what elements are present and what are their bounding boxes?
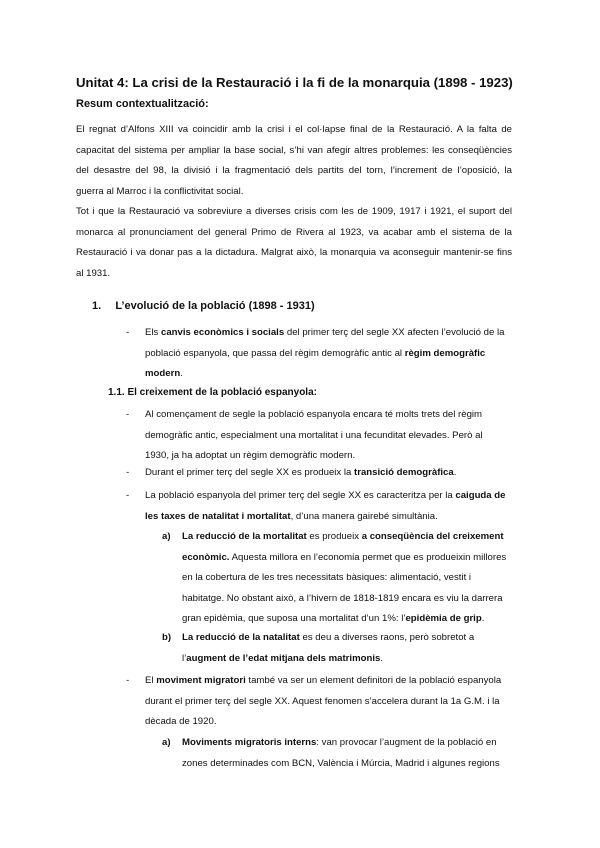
text-line: habitatge. No obstant això, a l’hivern de 1818-1819 encara es viu la darrera <box>182 592 503 604</box>
text-line: en la cobertura de les tres necessitats bàsiques: alimentació, vestit i <box>182 572 472 583</box>
text-line: dècada de 1920. <box>145 716 217 727</box>
bold-run: règim demogràfic <box>404 347 486 359</box>
sub-item-a2 <box>182 733 512 774</box>
text-run: població espanyola, que passa del règim demogràfic antic al <box>145 347 405 359</box>
text-run: La població espanyola del primer terç del segle XX es caracteritza per la <box>145 490 456 501</box>
text-run: es deu a diverses raons, però sobretot a <box>299 632 475 643</box>
text-line: durant el primer terç del segle XX. Aquest fenomen s’accelera durant la 1a G.M. i la <box>145 695 500 707</box>
bullet-3 <box>145 486 511 527</box>
intro-p2-line: al 1931. <box>76 267 111 279</box>
intro-p2-line: monarca al pronunciament del general Primo de Rivera al 1923, va acabar amb el sistema de la <box>76 226 512 238</box>
intro-p2-line: Tot i que la Restauració va sobreviure a diverses crisis com les de 1909, 1917 i 1921, el suport del <box>76 206 512 217</box>
text-run: . <box>180 368 183 379</box>
intro-p1-line: guerra al Marroc i la conflictivitat social. <box>76 185 244 197</box>
bullet-dash: - <box>126 409 130 420</box>
sub-marker-a: a) <box>162 531 171 542</box>
text-run: també va ser un element definitori de la població espanyola <box>245 675 502 686</box>
sub-item-a <box>182 527 512 630</box>
bullet-dash: - <box>126 467 130 478</box>
text-run: . <box>481 613 485 624</box>
text-run: Aquesta millora en l’economia permet que es produeixin millores <box>229 551 507 563</box>
text-run: . <box>453 467 457 478</box>
section-1-number: 1. <box>92 300 102 312</box>
intro-p1-line: del desastre del 98, la divisió i la fragmentació dels partits del torn, l’increment de l’oposició, la <box>76 165 512 176</box>
text-run: Els <box>145 327 161 338</box>
bullet-1 <box>145 405 511 467</box>
section-1-title: L’evolució de la població (1898 - 1931) <box>115 300 315 312</box>
bold-run: les taxes de natalitat i mortalitat <box>145 510 291 522</box>
text-run: Durant el primer terç del segle XX es produeix la <box>145 467 355 478</box>
bold-run: modern <box>145 368 181 379</box>
bold-run: transició demogràfica <box>354 467 454 478</box>
sub-item-b <box>182 628 512 669</box>
intro-p1-line: El regnat d’Alfons XIII va coincidir amb la crisi i el col·lapse final de la Restauració. A la falta de <box>76 124 512 135</box>
section-1-1-heading: 1.1. El creixement de la població espanyola: <box>108 387 317 398</box>
bold-run: Moviments migratoris interns <box>182 737 317 748</box>
text-line: 1930, ja ha adoptat un règim demogràfic modern. <box>145 450 356 461</box>
section-1-bullet <box>145 323 511 385</box>
text-line: zones determinades com BCN, València i Múrcia, Madrid i algunes regions <box>182 757 500 769</box>
bold-run: La reducció de la mortalitat <box>182 531 307 542</box>
text-run: El <box>145 675 157 686</box>
text-run: es produeix <box>306 531 362 542</box>
bold-run: econòmic. <box>182 551 230 563</box>
text-run: . <box>380 652 383 664</box>
bullet-dash: - <box>126 490 130 501</box>
bold-run: epidèmia de grip <box>405 613 482 624</box>
intro-p2-line: Restauració i va donar pas a la dictadura. Malgrat això, la monarquia va aconseguir mantenir-se fins <box>76 247 512 258</box>
sub-marker-a2: a) <box>162 737 171 748</box>
intro-p1-line: capacitat del sistema per ampliar la base social, s’hi van afegir altres problemes: les conseqüències <box>76 144 512 156</box>
bullet-4 <box>145 671 511 733</box>
bold-run: canvis econòmics i socials <box>161 327 285 338</box>
text-run: gran epidèmia, que suposa una mortalitat d’un 1%: l’ <box>182 613 406 624</box>
section-1-heading <box>92 300 315 312</box>
bullet-dash: - <box>126 675 130 686</box>
bold-run: La reducció de la natalitat <box>182 632 300 643</box>
text-run: : van provocar l’augment de la població en <box>316 737 497 748</box>
text-line: Al començament de segle la població espanyola encara té molts trets del règim <box>145 409 483 420</box>
bold-run: caiguda de <box>455 490 506 501</box>
bold-run: a conseqüència del creixement <box>361 531 504 542</box>
sub-marker-b: b) <box>162 632 172 643</box>
text-run: , d’una manera gairebé simultània. <box>290 510 438 522</box>
text-run: l’ <box>182 652 187 664</box>
bullet-2 <box>145 463 511 484</box>
bold-run: moviment migratori <box>156 675 246 686</box>
text-run: del primer terç del segle XX afecten l’evolució de la <box>284 327 505 338</box>
intro-text <box>76 120 512 284</box>
text-line: demogràfic antic, especialment una mortalitat i una fecunditat elevades. Però al <box>145 429 483 441</box>
bold-run: augment de l’edat mitjana dels matrimonis <box>186 652 381 664</box>
page-title: Unitat 4: La crisi de la Restauració i la fi de la monarquia (1898 - 1923) <box>76 75 513 90</box>
bullet-dash: - <box>126 327 130 338</box>
summary-subtitle: Resum contextualització: <box>76 98 209 110</box>
